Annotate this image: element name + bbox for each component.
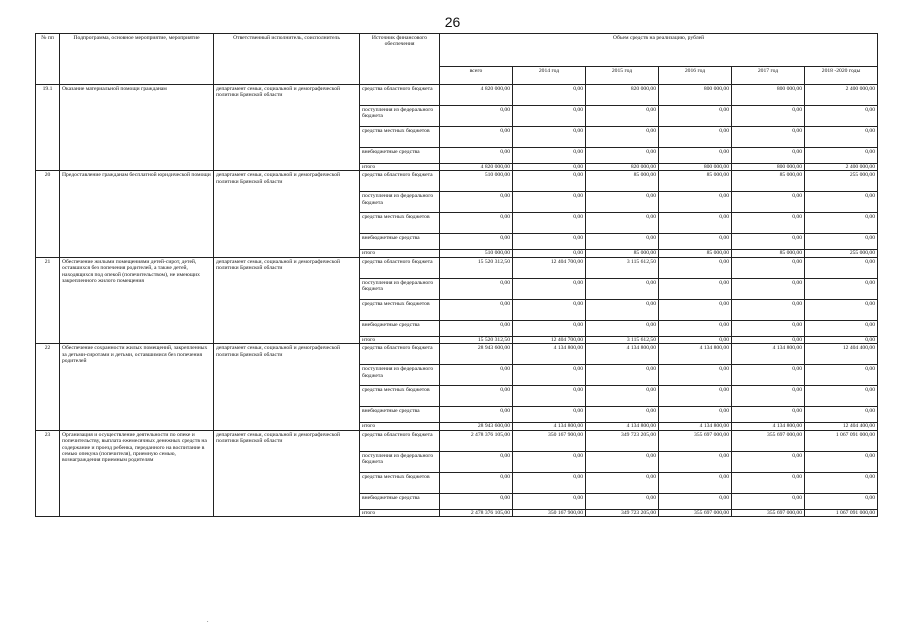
amount-year: 0,00 [659,365,732,386]
header-volume: Объем средств на реализацию, рублей [440,34,878,67]
amount-year: 0,00 [513,407,586,423]
amount-year: 0,00 [586,148,659,164]
amount-year: 0,00 [586,493,659,509]
funding-source: итого [360,336,440,343]
header-executor: Ответственный исполнитель, соисполнитель [214,34,360,85]
header-year: 2018 -2020 годы [805,67,878,85]
amount-year: 0,00 [732,106,805,127]
page-number: 26 [444,14,461,30]
amount-year: 0,00 [732,257,805,278]
funding-source: средства областного бюджета [360,257,440,278]
amount-year: 0,00 [732,407,805,423]
amount-year: 0,00 [659,127,732,148]
amount-total: 15 520 312,50 [440,336,513,343]
amount-year: 0,00 [586,106,659,127]
amount-year: 0,00 [586,407,659,423]
amount-year: 0,00 [732,365,805,386]
amount-year: 0,00 [586,299,659,320]
amount-year: 0,00 [513,85,586,106]
amount-year: 0,00 [513,472,586,493]
amount-year: 85 000,00 [586,171,659,192]
amount-year: 0,00 [659,493,732,509]
amount-year: 12 404 400,00 [805,344,878,365]
amount-year: 0,00 [513,234,586,250]
amount-year: 0,00 [586,127,659,148]
row-number: 19.1 [36,85,60,171]
amount-year: 4 134 800,00 [513,423,586,430]
amount-year: 0,00 [805,493,878,509]
amount-year: 0,00 [805,299,878,320]
funding-source: итого [360,509,440,516]
funding-source: итого [360,164,440,171]
amount-year: 0,00 [586,234,659,250]
amount-year: 0,00 [732,451,805,472]
amount-year: 0,00 [659,192,732,213]
amount-year: 0,00 [732,493,805,509]
amount-total: 2 478 376 105,00 [440,509,513,516]
amount-total: 0,00 [440,278,513,299]
amount-total: 28 943 600,00 [440,344,513,365]
amount-year: 0,00 [805,278,878,299]
amount-year: 0,00 [659,257,732,278]
header-year: 2016 год [659,67,732,85]
amount-year: 0,00 [586,365,659,386]
amount-year: 0,00 [586,320,659,336]
amount-total: 0,00 [440,192,513,213]
amount-year: 0,00 [513,250,586,257]
amount-total: 0,00 [440,493,513,509]
amount-year: 0,00 [513,213,586,234]
amount-year: 800 000,00 [659,164,732,171]
amount-year: 4 134 800,00 [513,344,586,365]
amount-year: 12 404 700,00 [513,336,586,343]
funding-source: средства областного бюджета [360,344,440,365]
amount-year: 0,00 [659,148,732,164]
amount-year: 800 000,00 [732,164,805,171]
amount-year: 800 000,00 [659,85,732,106]
amount-total: 510 000,00 [440,250,513,257]
table-row [36,85,878,106]
row-number: 21 [36,257,60,343]
amount-year: 800 000,00 [732,85,805,106]
amount-year: 4 134 800,00 [659,423,732,430]
amount-total: 510 000,00 [440,171,513,192]
amount-year: 0,00 [513,493,586,509]
measure-title: Предоставление гражданам бесплатной юридической помощи [60,171,214,257]
amount-year: 0,00 [732,148,805,164]
measure-title: Обеспечение жилыми помещениями детей-сирот, детей, оставшихся без попечения родителей, а также детей, находящихся под опекой (попечительством), не имеющих закрепленного жилого помещения [60,257,214,343]
amount-year: 0,00 [659,472,732,493]
amount-year: 0,00 [732,386,805,407]
amount-year: 355 697 000,00 [732,430,805,451]
amount-year: 4 134 800,00 [586,344,659,365]
amount-total: 4 820 000,00 [440,85,513,106]
amount-total: 0,00 [440,386,513,407]
amount-year: 355 697 000,00 [732,509,805,516]
amount-year: 0,00 [805,386,878,407]
amount-total: 0,00 [440,299,513,320]
amount-total: 0,00 [440,365,513,386]
header-source: Источник финансового обеспечения [360,34,440,85]
executor: департамент семьи, социальной и демографической политики Брянской области [214,171,360,257]
amount-year: 0,00 [513,320,586,336]
amount-year: 0,00 [513,171,586,192]
amount-year: 85 000,00 [659,250,732,257]
funding-source: итого [360,423,440,430]
amount-year: 0,00 [732,192,805,213]
amount-year: 0,00 [513,386,586,407]
amount-year: 0,00 [659,386,732,407]
amount-total: 0,00 [440,472,513,493]
amount-total: 0,00 [440,127,513,148]
amount-year: 0,00 [586,213,659,234]
amount-total: 0,00 [440,407,513,423]
amount-year: 0,00 [586,278,659,299]
amount-year: 0,00 [805,127,878,148]
amount-year: 0,00 [586,451,659,472]
amount-year: 0,00 [805,192,878,213]
funding-source: итого [360,250,440,257]
amount-year: 255 000,00 [805,250,878,257]
funding-source: поступления из федерального бюджета [360,451,440,472]
amount-year: 0,00 [732,213,805,234]
amount-year: 0,00 [586,192,659,213]
executor: департамент семьи, социальной и демографической политики Брянской области [214,344,360,430]
amount-year: 0,00 [659,299,732,320]
amount-year: 0,00 [805,365,878,386]
funding-source: поступления из федерального бюджета [360,278,440,299]
amount-year: 0,00 [513,148,586,164]
executor: департамент семьи, социальной и демографической политики Брянской области [214,85,360,171]
amount-year: 0,00 [732,320,805,336]
funding-source: внебюджетные средства [360,148,440,164]
amount-year: 820 000,00 [586,85,659,106]
amount-year: 0,00 [805,451,878,472]
header-total: всего [440,67,513,85]
amount-total: 4 820 000,00 [440,164,513,171]
amount-year: 0,00 [805,407,878,423]
amount-year: 255 000,00 [805,171,878,192]
funding-source: средства местных бюджетов [360,127,440,148]
amount-year: 0,00 [732,234,805,250]
amount-year: 0,00 [805,320,878,336]
table-body [36,85,878,517]
amount-total: 0,00 [440,320,513,336]
row-number: 20 [36,171,60,257]
funding-source: средства областного бюджета [360,430,440,451]
amount-year: 349 723 205,00 [586,509,659,516]
amount-year: 4 134 800,00 [586,423,659,430]
funding-source: средства местных бюджетов [360,299,440,320]
amount-year: 12 404 700,00 [513,257,586,278]
amount-total: 0,00 [440,213,513,234]
row-number: 23 [36,430,60,516]
header-year: 2014 год [513,67,586,85]
amount-year: 0,00 [732,299,805,320]
funding-source: средства областного бюджета [360,171,440,192]
amount-year: 0,00 [805,234,878,250]
amount-year: 85 000,00 [659,171,732,192]
amount-year: 0,00 [513,127,586,148]
amount-year: 4 134 800,00 [659,344,732,365]
amount-year: 0,00 [805,472,878,493]
amount-total: 0,00 [440,106,513,127]
amount-year: 820 000,00 [586,164,659,171]
amount-year: 12 404 400,00 [805,423,878,430]
amount-year: 0,00 [732,127,805,148]
amount-year: 85 000,00 [586,250,659,257]
amount-year: 0,00 [513,451,586,472]
budget-table [35,33,878,517]
executor: департамент семьи, социальной и демографической политики Брянской области [214,430,360,516]
amount-year: 2 400 000,00 [805,164,878,171]
amount-total: 0,00 [440,148,513,164]
amount-year: 0,00 [513,164,586,171]
funding-source: внебюджетные средства [360,320,440,336]
amount-year: 0,00 [586,472,659,493]
amount-year: 4 134 800,00 [732,423,805,430]
amount-year: 85 000,00 [732,171,805,192]
amount-total: 28 943 600,00 [440,423,513,430]
measure-title: Организация и осуществление деятельности по опеке и попечительству, выплата ежемесячных денежных средств на содержание и проезд ребенка, переданного на воспитание в семью опекуна (попечителя), приемную семью, вознаграждения приемным родителям [60,430,214,516]
measure-title: Обеспечение сохранности жилых помещений, закрепленных за детьми-сиротами и детьми, оставшимися без попечения родителей [60,344,214,430]
header-number: № пп [36,34,60,85]
amount-year: 0,00 [659,451,732,472]
row-number: 22 [36,344,60,430]
amount-year: 0,00 [659,213,732,234]
amount-year: 0,00 [513,365,586,386]
amount-year: 1 067 091 000,00 [805,430,878,451]
amount-year: 0,00 [805,106,878,127]
header-year: 2015 год [586,67,659,85]
funding-source: средства местных бюджетов [360,472,440,493]
amount-year: 0,00 [805,336,878,343]
funding-source: поступления из федерального бюджета [360,365,440,386]
amount-year: 0,00 [513,299,586,320]
funding-source: средства местных бюджетов [360,213,440,234]
footer-mark: . [207,618,209,624]
amount-year: 3 115 612,50 [586,336,659,343]
measure-title: Оказание материальной помощи гражданам [60,85,214,171]
amount-year: 2 400 000,00 [805,85,878,106]
amount-year: 0,00 [659,320,732,336]
amount-year: 0,00 [732,472,805,493]
funding-source: внебюджетные средства [360,234,440,250]
amount-year: 350 167 900,00 [513,509,586,516]
amount-year: 85 000,00 [732,250,805,257]
amount-year: 0,00 [659,234,732,250]
amount-year: 349 723 205,00 [586,430,659,451]
amount-year: 355 697 000,00 [659,509,732,516]
executor: департамент семьи, социальной и демографической политики Брянской области [214,257,360,343]
amount-total: 0,00 [440,234,513,250]
table-row [36,171,878,192]
table-row [36,430,878,451]
funding-source: поступления из федерального бюджета [360,106,440,127]
amount-year: 0,00 [659,407,732,423]
amount-year: 4 134 800,00 [732,344,805,365]
amount-year: 350 167 900,00 [513,430,586,451]
amount-year: 3 115 612,50 [586,257,659,278]
funding-source: средства областного бюджета [360,85,440,106]
amount-total: 2 478 376 105,00 [440,430,513,451]
amount-year: 0,00 [805,257,878,278]
header-program: Подпрограмма, основное мероприятие, мероприятие [60,34,214,85]
funding-source: внебюджетные средства [360,407,440,423]
amount-year: 0,00 [805,148,878,164]
table-row [36,257,878,278]
table-row [36,344,878,365]
amount-total: 0,00 [440,451,513,472]
amount-year: 0,00 [659,336,732,343]
amount-year: 0,00 [513,192,586,213]
amount-year: 0,00 [659,278,732,299]
amount-year: 0,00 [586,386,659,407]
amount-year: 0,00 [513,106,586,127]
amount-year: 355 697 000,00 [659,430,732,451]
amount-total: 15 520 312,50 [440,257,513,278]
funding-source: поступления из федерального бюджета [360,192,440,213]
funding-source: средства местных бюджетов [360,386,440,407]
amount-year: 1 067 091 000,00 [805,509,878,516]
header-year: 2017 год [732,67,805,85]
amount-year: 0,00 [659,106,732,127]
amount-year: 0,00 [513,278,586,299]
amount-year: 0,00 [732,278,805,299]
amount-year: 0,00 [732,336,805,343]
funding-source: внебюджетные средства [360,493,440,509]
amount-year: 0,00 [805,213,878,234]
